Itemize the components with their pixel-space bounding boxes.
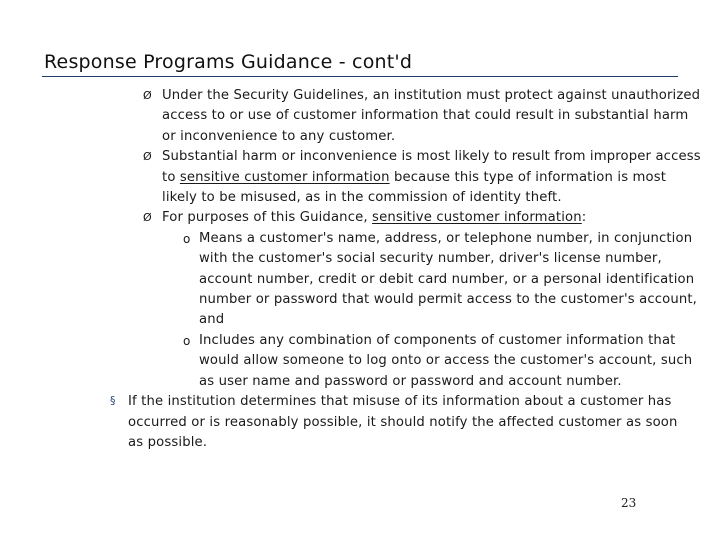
circle-bullet-icon: o (183, 231, 191, 246)
bullet-text-start: Substantial harm or inconvenience is most likely to result from improper access to (162, 149, 701, 185)
bullet-text: Under the Security Guidelines, an institution must protect against unauthorized access to or use of customer information that could result in substantial harm or inconvenience to any customer. (162, 88, 701, 144)
bullet-text-start: For purposes of this Guidance, (162, 210, 373, 226)
page-number: 23 (621, 496, 637, 510)
sub-bullet-includes (183, 331, 699, 392)
sensitive-info-term: sensitive customer information (372, 210, 582, 226)
sub-bullet-text: Includes any combination of components of customer information that would allow someone to log onto or access the customer's account, such as user name and password or password and account number. (199, 332, 693, 389)
arrow-bullet-icon: Ø (143, 150, 152, 164)
title-divider (42, 76, 678, 77)
slide-title: Response Programs Guidance - cont'd (44, 51, 413, 73)
bullet-text-end: because this type of information is most likely to be misused, as in the commission of identity theft. (162, 169, 667, 206)
bullet-purposes-definition (143, 208, 702, 228)
bullet-text-end: : (581, 210, 587, 226)
square-bullet-icon: § (110, 394, 116, 408)
bullet-security-guidelines (143, 86, 702, 147)
slide-body (0, 86, 720, 453)
bullet-notify-customer (110, 392, 693, 453)
bullet-text: If the institution determines that misuse of its information about a customer has occurred or is reasonably possible, it should notify the affected customer as soon as possible. (128, 394, 678, 450)
bullet-substantial-harm (143, 147, 702, 208)
circle-bullet-icon: o (183, 333, 191, 348)
sensitive-info-term: sensitive customer information (179, 169, 390, 185)
arrow-bullet-icon: Ø (143, 211, 152, 225)
sub-bullet-means (183, 229, 699, 331)
arrow-bullet-icon: Ø (143, 89, 152, 102)
sub-bullet-text: Means a customer's name, address, or telephone number, in conjunction with the customer's social security number, driver's license number, account number, credit or debit card number, or a personal identification number or password that would permit access to the customer's account, and (199, 230, 698, 328)
